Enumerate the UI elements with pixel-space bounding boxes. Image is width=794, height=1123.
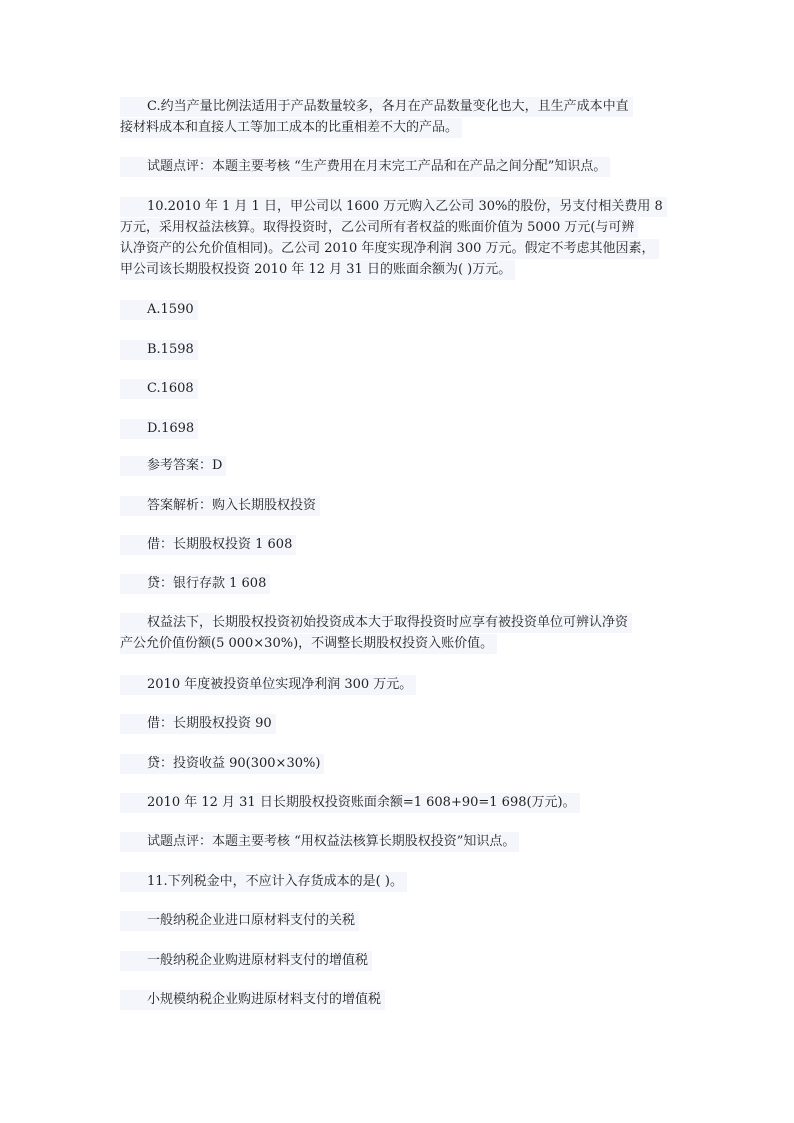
journal-entry-credit: 贷：投资收益 90(300×30%) — [120, 754, 324, 774]
paragraph-line: 试题点评：本题主要考核 “用权益法核算长期股权投资”知识点。 — [120, 832, 519, 852]
question-stem-line: 万元，采用权益法核算。取得投资时，乙公司所有者权益的账面价值为 5000 万元(与可辨 — [120, 218, 638, 238]
question-stem-line: 甲公司该长期股权投资 2010 年 12 月 31 日的账面余额为( )万元。 — [120, 260, 515, 280]
paragraph-line: 试题点评：本题主要考核 “生产费用在月末完工产品和在产品之间分配”知识点。 — [120, 157, 610, 177]
journal-entry-debit: 借：长期股权投资 90 — [120, 714, 276, 734]
journal-entry-credit: 贷：银行存款 1 608 — [120, 574, 270, 594]
question-stem-line: 10.2010 年 1 月 1 日，甲公司以 1600 万元购入乙公司 30%的股份，另支付相关费用 8 — [120, 197, 667, 217]
option-item: 一般纳税企业进口原材料支付的关税 — [120, 911, 359, 931]
paragraph-line: 权益法下，长期股权投资初始投资成本大于取得投资时应享有被投资单位可辨认净资 — [120, 613, 632, 633]
option-a: A.1590 — [120, 300, 198, 320]
option-item: 小规模纳税企业购进原材料支付的增值税 — [120, 990, 385, 1010]
question-stem-line: 11.下列税金中，不应计入存货成本的是( )。 — [120, 872, 407, 892]
reference-answer: 参考答案：D — [120, 456, 226, 476]
answer-analysis: 答案解析：购入长期股权投资 — [120, 496, 320, 516]
option-b: B.1598 — [120, 340, 198, 360]
question-stem-line: 认净资产的公允价值相同)。乙公司 2010 年度实现净利润 300 万元。假定不考虑其他因素， — [120, 239, 659, 259]
paragraph-line: 2010 年度被投资单位实现净利润 300 万元。 — [120, 675, 416, 695]
option-item: 一般纳税企业购进原材料支付的增值税 — [120, 951, 372, 971]
option-c: C.1608 — [120, 379, 198, 399]
paragraph-line: 接材料成本和直接人工等加工成本的比重相差不大的产品。 — [120, 118, 462, 138]
journal-entry-debit: 借：长期股权投资 1 608 — [120, 535, 296, 555]
paragraph-line: 2010 年 12 月 31 日长期股权投资账面余额=1 608+90=1 698(万元)。 — [120, 793, 580, 813]
paragraph-line: 产公允价值份额(5 000×30%)，不调整长期股权投资入账价值。 — [120, 634, 497, 654]
option-d: D.1698 — [120, 419, 198, 439]
paragraph-line: C.约当产量比例法适用于产品数量较多，各月在产品数量变化也大，且生产成本中直 — [120, 97, 633, 117]
